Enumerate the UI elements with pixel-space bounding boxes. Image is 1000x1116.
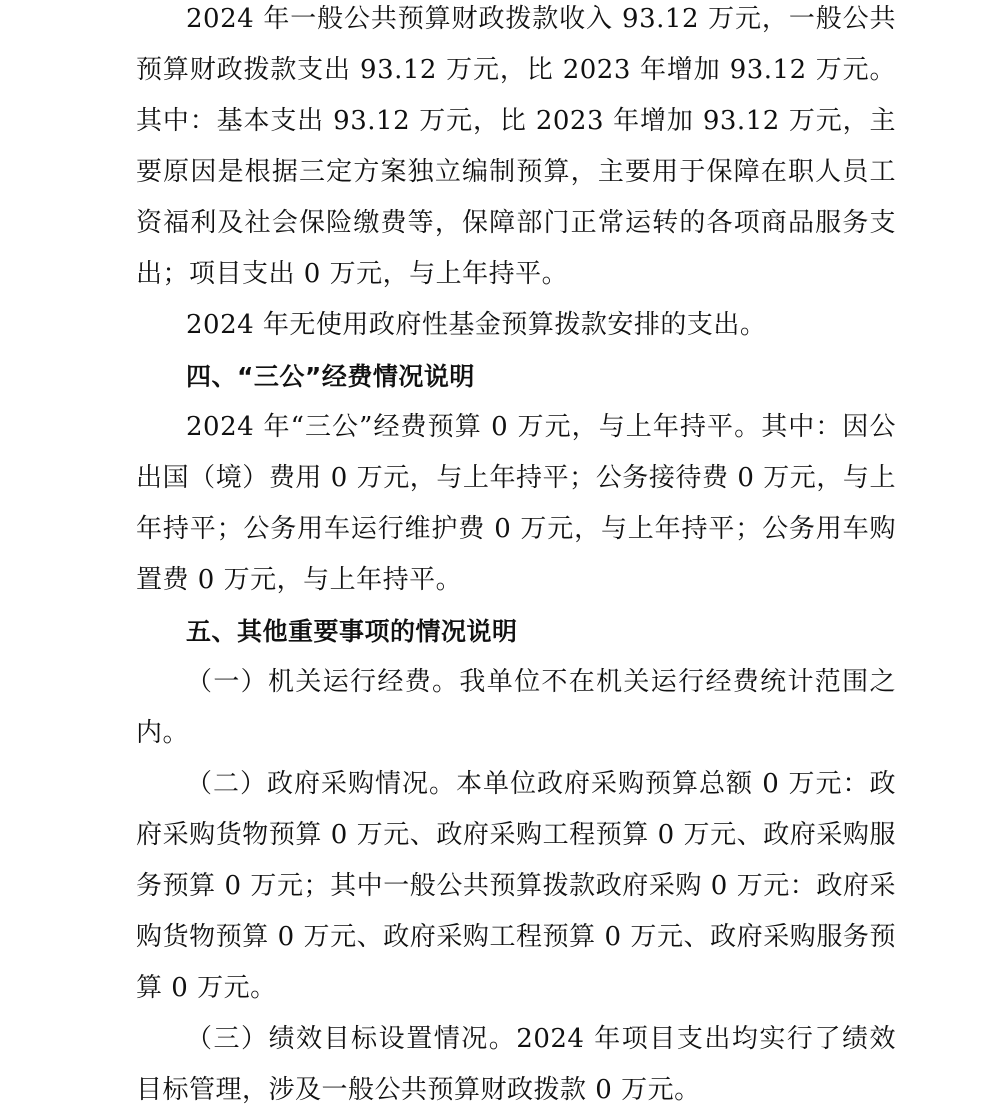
- section-heading-three-public: 四、“三公”经费情况说明: [186, 362, 475, 391]
- section-heading-other-matters: 五、其他重要事项的情况说明: [186, 617, 518, 646]
- document-page: [136, 0, 896, 1116]
- paragraph-three-public: 2024 年“三公”经费预算 0 万元，与上年持平。其中：因公出国（境）费用 0 万元，与上年持平；公务接待费 0 万元，与上年持平；公务用车运行维护费 0 万元，与上年持平；公务用车购置费 0 万元，与上年持平。: [136, 412, 896, 595]
- paragraph-budget-summary: 2024 年一般公共预算财政拨款收入 93.12 万元，一般公共预算财政拨款支出 93.12 万元，比 2023 年增加 93.12 万元。其中：基本支出 93.12 万元，比 2023 年增加 93.12 万元，主要原因是根据三定方案独立编制预算，主要用于保障在职人员工资福利及社会保险缴费等，保障部门正常运转的各项商品服务支出；项目支出 0 万元，与上年持平。: [136, 4, 896, 289]
- paragraph-government-fund: 2024 年无使用政府性基金预算拨款安排的支出。: [186, 310, 767, 340]
- paragraph-operating-expenses: （一）机关运行经费。我单位不在机关运行经费统计范围之内。: [136, 667, 896, 748]
- paragraph-performance-targets: （三）绩效目标设置情况。2024 年项目支出均实行了绩效目标管理，涉及一般公共预算财政拨款 0 万元。: [136, 1024, 896, 1105]
- paragraph-government-procurement: （二）政府采购情况。本单位政府采购预算总额 0 万元：政府采购货物预算 0 万元、政府采购工程预算 0 万元、政府采购服务预算 0 万元；其中一般公共预算拨款政府采购 0 万元：政府采购货物预算 0 万元、政府采购工程预算 0 万元、政府采购服务预算 0 万元。: [136, 769, 896, 1003]
